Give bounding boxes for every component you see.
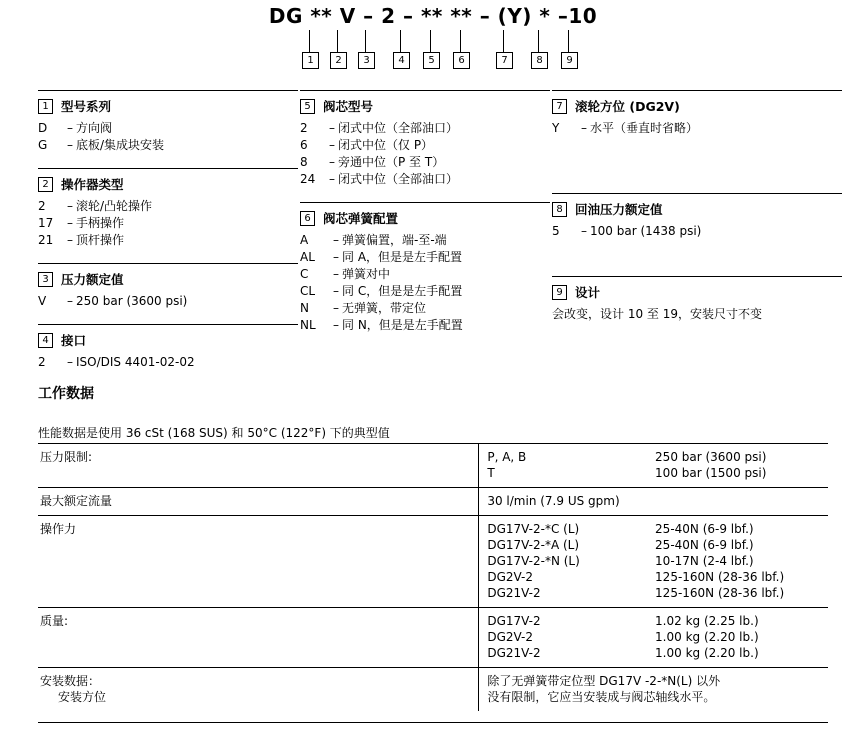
section-heading <box>38 175 298 193</box>
option-value: ISO/DIS 4401-02-02 <box>76 355 195 369</box>
option-dash: – <box>67 138 73 152</box>
model-code-text: DG ** V – 2 – ** ** – (Y) * –10 <box>268 4 598 28</box>
section-number-badge: 4 <box>38 333 53 348</box>
section-number-badge: 9 <box>552 285 567 300</box>
legend-option <box>300 266 550 283</box>
legend-section-6 <box>300 202 550 334</box>
section-number-badge: 2 <box>38 177 53 192</box>
legend-option <box>300 137 550 154</box>
option-value: 同 N，但是是左手配置 <box>342 318 463 332</box>
option-value: 旁通中位（P 至 T） <box>338 155 445 169</box>
callout-number-4: 4 <box>393 52 410 69</box>
legend-option <box>300 171 550 188</box>
row-label <box>38 668 479 712</box>
section-number-badge: 5 <box>300 99 315 114</box>
row-col3 <box>653 516 828 608</box>
callout-tick-2 <box>337 30 338 52</box>
legend-section-4 <box>38 324 298 371</box>
legend-section-9 <box>552 276 842 323</box>
row-col2-line: DG17V-2 <box>487 614 541 628</box>
callout-tick-1 <box>309 30 310 52</box>
option-dash: – <box>581 224 587 238</box>
option-key: CL <box>300 284 316 298</box>
working-data-subtitle: 性能数据是使用 36 cSt (168 SUS) 和 50°C (122°F) 下的典型值 <box>38 426 390 440</box>
section-rule <box>38 263 298 264</box>
model-code-block <box>0 0 866 76</box>
option-value: 顶杆操作 <box>76 233 125 247</box>
option-value: 250 bar (3600 psi) <box>76 294 188 308</box>
section-number-badge: 7 <box>552 99 567 114</box>
option-value: 同 A，但是是左手配置 <box>342 250 463 264</box>
row-col3-line: 1.00 kg (2.20 lb.) <box>655 646 759 660</box>
callout-number-7: 7 <box>496 52 513 69</box>
section-heading <box>300 97 550 115</box>
option-dash: – <box>329 138 335 152</box>
option-key: 2 <box>300 121 308 135</box>
section-heading <box>38 97 298 115</box>
option-dash: – <box>67 121 73 135</box>
legend-section-2 <box>38 168 298 249</box>
section-number-badge: 1 <box>38 99 53 114</box>
row-col2-line: DG2V-2 <box>487 570 533 584</box>
callout-tick-5 <box>430 30 431 52</box>
callout-tick-8 <box>538 30 539 52</box>
row-col3 <box>653 444 828 488</box>
section-rule <box>300 202 550 203</box>
row-label: 最大额定流量 <box>38 488 479 516</box>
option-key: N <box>300 301 309 315</box>
table-row <box>38 444 828 488</box>
legend-column-2 <box>300 90 550 336</box>
row-col3-line: 100 bar (1500 psi) <box>655 466 767 480</box>
option-key: 5 <box>552 224 560 238</box>
option-key: AL <box>300 250 315 264</box>
legend-option <box>38 232 298 249</box>
row-col3-line: 25-40N (6-9 lbf.) <box>655 522 754 536</box>
row-col3-line: 1.00 kg (2.20 lb.) <box>655 630 759 644</box>
section-number-badge: 6 <box>300 211 315 226</box>
option-dash: – <box>329 121 335 135</box>
section-rule <box>38 168 298 169</box>
table-row <box>38 608 828 668</box>
option-key: 2 <box>38 355 46 369</box>
legend-option <box>300 232 550 249</box>
section-heading <box>38 331 298 349</box>
option-dash: – <box>67 233 73 247</box>
row-label-subline: 安装方位 <box>58 690 107 704</box>
callout-number-9: 9 <box>561 52 578 69</box>
legend-option <box>300 249 550 266</box>
option-dash: – <box>333 318 339 332</box>
legend-option <box>552 120 842 137</box>
legend-option <box>38 354 298 371</box>
option-dash: – <box>333 301 339 315</box>
section-number-badge: 8 <box>552 202 567 217</box>
section-title: 回油压力额定值 <box>575 202 663 217</box>
section-title: 阀芯型号 <box>323 99 374 114</box>
section-heading <box>300 209 550 227</box>
option-key: A <box>300 233 309 247</box>
working-data-table <box>38 443 828 711</box>
section-rule <box>552 193 842 194</box>
row-value-line: 除了无弹簧带定位型 DG17V -2-*N(L) 以外 <box>487 674 721 688</box>
legend-section-3 <box>38 263 298 310</box>
section-number-badge: 3 <box>38 272 53 287</box>
option-dash: – <box>67 355 73 369</box>
callout-tick-9 <box>568 30 569 52</box>
option-dash: – <box>67 199 73 213</box>
option-dash: – <box>333 250 339 264</box>
option-key: 2 <box>38 199 46 213</box>
option-dash: – <box>67 216 73 230</box>
option-key: 24 <box>300 172 316 186</box>
option-key: Y <box>552 121 560 135</box>
section-title: 设计 <box>575 285 601 300</box>
legend-option <box>300 120 550 137</box>
callout-number-2: 2 <box>330 52 347 69</box>
option-key: 17 <box>38 216 54 230</box>
option-value: 弹簧对中 <box>342 267 391 281</box>
option-dash: – <box>329 172 335 186</box>
option-value: 方向阀 <box>76 121 113 135</box>
option-key: V <box>38 294 47 308</box>
table-row <box>38 516 828 608</box>
row-col2-line: DG2V-2 <box>487 630 533 644</box>
legend-option <box>38 120 298 137</box>
section-rule <box>38 90 298 91</box>
option-value: 100 bar (1438 psi) <box>590 224 702 238</box>
row-col3-line: 125-160N (28-36 lbf.) <box>655 570 785 584</box>
option-value: 手柄操作 <box>76 216 125 230</box>
row-col2-line: DG17V-2-*N (L) <box>487 554 580 568</box>
option-key: G <box>38 138 48 152</box>
callout-tick-4 <box>400 30 401 52</box>
row-col3-line: 10-17N (2-4 lbf.) <box>655 554 754 568</box>
section-heading <box>552 97 842 115</box>
section-title: 压力额定值 <box>61 272 124 287</box>
row-col2-line: DG21V-2 <box>487 586 541 600</box>
option-key: 8 <box>300 155 308 169</box>
option-dash: – <box>333 284 339 298</box>
legend-option <box>38 293 298 310</box>
section-title: 操作器类型 <box>61 177 124 192</box>
option-dash: – <box>329 155 335 169</box>
working-data-title: 工作数据 <box>38 386 94 402</box>
legend-option <box>38 137 298 154</box>
option-dash: – <box>581 121 587 135</box>
row-label: 操作力 <box>38 516 479 608</box>
row-value-span: 30 l/min (7.9 US gpm) <box>479 488 828 516</box>
option-value: 滚轮/凸轮操作 <box>76 199 153 213</box>
section-note: 会改变，设计 10 至 19，安装尺寸不变 <box>552 307 762 321</box>
row-col2-line: DG21V-2 <box>487 646 541 660</box>
option-dash: – <box>333 233 339 247</box>
legend-option <box>552 223 842 240</box>
callout-number-6: 6 <box>453 52 470 69</box>
row-label: 质量: <box>38 608 479 668</box>
row-col3-line: 125-160N (28-36 lbf.) <box>655 586 785 600</box>
row-col3 <box>653 608 828 668</box>
option-value: 闭式中位（全部油口） <box>338 172 459 186</box>
option-value: 水平（垂直时省略） <box>590 121 699 135</box>
row-col2 <box>479 444 653 488</box>
option-key: 6 <box>300 138 308 152</box>
section-rule <box>552 276 842 277</box>
legend-column-1 <box>38 90 298 373</box>
row-label: 压力限制: <box>38 444 479 488</box>
row-value-span <box>479 668 828 712</box>
row-col2-line: DG17V-2-*C (L) <box>487 522 580 536</box>
legend-option <box>300 300 550 317</box>
section-heading <box>552 200 842 218</box>
legend-option <box>300 154 550 171</box>
option-value: 弹簧偏置，端-至-端 <box>342 233 447 247</box>
legend-section-5 <box>300 90 550 188</box>
option-value: 闭式中位（仅 P） <box>338 138 434 152</box>
section-heading <box>552 283 842 301</box>
section-rule <box>552 90 842 91</box>
callout-tick-7 <box>503 30 504 52</box>
callout-number-5: 5 <box>423 52 440 69</box>
callout-tick-3 <box>365 30 366 52</box>
legend-option <box>300 317 550 334</box>
table-bottom-rule <box>38 722 828 723</box>
option-value: 无弹簧，带定位 <box>342 301 427 315</box>
legend-option <box>38 215 298 232</box>
option-value: 底板/集成块安装 <box>76 138 165 152</box>
row-col2-line: DG17V-2-*A (L) <box>487 538 580 552</box>
callout-number-8: 8 <box>531 52 548 69</box>
table-row <box>38 488 828 516</box>
model-code-string <box>0 4 866 28</box>
row-col2 <box>479 516 653 608</box>
row-col2-line: T <box>487 466 495 480</box>
legend-section-7 <box>552 90 842 137</box>
option-dash: – <box>67 294 73 308</box>
option-value: 同 C，但是是左手配置 <box>342 284 463 298</box>
legend-section-1 <box>38 90 298 154</box>
model-code-callouts <box>0 30 866 76</box>
legend-option <box>300 283 550 300</box>
option-key: 21 <box>38 233 54 247</box>
legend-option <box>38 198 298 215</box>
legend-column-3 <box>552 90 842 325</box>
row-col3-line: 250 bar (3600 psi) <box>655 450 767 464</box>
section-title: 滚轮方位 (DG2V) <box>575 99 680 114</box>
row-value-line: 没有限制，它应当安装成与阀芯轴线水平。 <box>487 690 716 704</box>
row-label-line: 安装数据： <box>40 674 101 688</box>
section-heading <box>38 270 298 288</box>
section-rule <box>300 90 550 91</box>
row-col2 <box>479 608 653 668</box>
table-row <box>38 668 828 712</box>
section-rule <box>38 324 298 325</box>
section-title: 接口 <box>61 333 87 348</box>
option-value: 闭式中位（全部油口） <box>338 121 459 135</box>
option-key: C <box>300 267 309 281</box>
callout-number-1: 1 <box>302 52 319 69</box>
row-col3-line: 25-40N (6-9 lbf.) <box>655 538 754 552</box>
callout-number-3: 3 <box>358 52 375 69</box>
row-col2-line: P, A, B <box>487 450 527 464</box>
section-title: 阀芯弹簧配置 <box>323 211 399 226</box>
option-key: D <box>38 121 48 135</box>
option-key: NL <box>300 318 316 332</box>
row-col3-line: 1.02 kg (2.25 lb.) <box>655 614 759 628</box>
option-dash: – <box>333 267 339 281</box>
section-title: 型号系列 <box>61 99 112 114</box>
callout-tick-6 <box>460 30 461 52</box>
legend-section-8 <box>552 193 842 240</box>
